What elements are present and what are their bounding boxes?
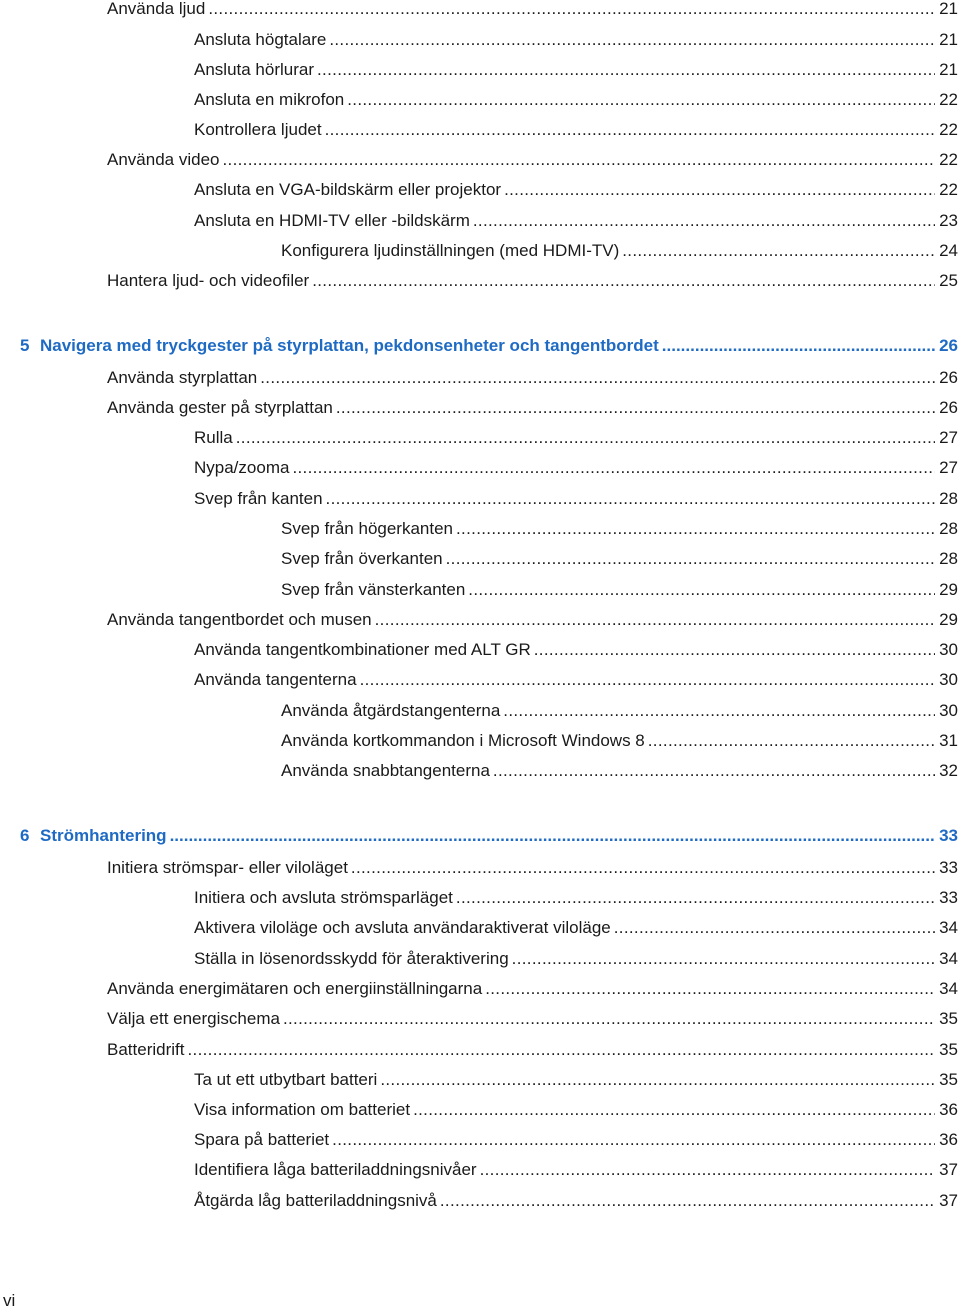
toc-entry[interactable]: [194, 209, 958, 233]
dot-leader: [480, 1158, 936, 1182]
dot-leader: [648, 729, 935, 753]
toc-entry[interactable]: [107, 269, 958, 293]
toc-entry-page: 21: [939, 30, 958, 49]
dot-leader: [222, 148, 935, 172]
toc-entry-title: Ansluta hörlurar: [194, 60, 315, 79]
toc-entry-page: 30: [939, 640, 958, 659]
toc-entry[interactable]: [107, 977, 958, 1001]
toc-entry-page: 37: [939, 1191, 958, 1210]
chapter-number: 5: [20, 336, 30, 355]
toc-entry[interactable]: [194, 1189, 958, 1213]
dot-leader: [170, 823, 936, 849]
toc-chapter-6[interactable]: [20, 823, 958, 849]
toc-entry-title: Konfigurera ljudinställningen (med HDMI-TV): [281, 241, 620, 260]
toc-entry[interactable]: [281, 578, 958, 602]
chapter-number: 6: [20, 826, 30, 845]
toc-entry-page: 36: [939, 1100, 958, 1119]
toc-entry-page: 26: [939, 368, 958, 387]
toc-entry-page: 22: [939, 120, 958, 139]
dot-leader: [283, 1007, 935, 1031]
toc-entry-page: 34: [939, 979, 958, 998]
dot-leader: [440, 1189, 935, 1213]
toc-entry-page: 35: [939, 1040, 958, 1059]
toc-entry-page: 22: [939, 150, 958, 169]
toc-entry[interactable]: [281, 759, 958, 783]
toc-entry[interactable]: [194, 88, 958, 112]
chapter-page: 33: [939, 826, 958, 845]
toc-entry-page: 28: [939, 489, 958, 508]
toc-chapter-5[interactable]: [20, 333, 958, 359]
toc-entry-title: Visa information om batteriet: [194, 1100, 411, 1119]
toc-entry[interactable]: [107, 0, 958, 21]
toc-entry-title: Använda video: [107, 150, 220, 169]
toc-entry-title: Ansluta högtalare: [194, 30, 327, 49]
toc-entry-title: Spara på batteriet: [194, 1130, 330, 1149]
toc-entry[interactable]: [194, 118, 958, 142]
dot-leader: [236, 426, 935, 450]
dot-leader: [351, 856, 935, 880]
toc-entry[interactable]: [194, 947, 958, 971]
toc-entry-title: Använda gester på styrplattan: [107, 398, 333, 417]
toc-entry-title: Svep från kanten: [194, 489, 323, 508]
toc-entry[interactable]: [194, 1128, 958, 1152]
dot-leader: [312, 269, 935, 293]
dot-leader: [292, 456, 935, 480]
toc-entry-title: Hantera ljud- och videofiler: [107, 271, 310, 290]
toc-entry-page: 24: [939, 241, 958, 260]
toc-entry-page: 30: [939, 670, 958, 689]
toc-entry-page: 27: [939, 428, 958, 447]
toc-entry[interactable]: [194, 916, 958, 940]
toc-entry-page: 22: [939, 90, 958, 109]
toc-entry-title: Svep från överkanten: [281, 549, 443, 568]
dot-leader: [456, 517, 935, 541]
toc-entry-page: 29: [939, 580, 958, 599]
toc-entry-page: 33: [939, 858, 958, 877]
dot-leader: [446, 547, 935, 571]
toc-entry-title: Ställa in lösenordsskydd för återaktivering: [194, 949, 509, 968]
chapter-title: Strömhantering: [40, 826, 167, 845]
dot-leader: [360, 668, 935, 692]
toc-entry-page: 37: [939, 1160, 958, 1179]
toc-entry-title: Ansluta en HDMI-TV eller -bildskärm: [194, 211, 470, 230]
toc-entry-title: Ansluta en mikrofon: [194, 90, 345, 109]
toc-entry[interactable]: [107, 148, 958, 172]
toc-entry[interactable]: [107, 366, 958, 390]
toc-entry[interactable]: [194, 886, 958, 910]
toc-entry-page: 30: [939, 701, 958, 720]
toc-entry[interactable]: [281, 239, 958, 263]
toc-entry[interactable]: [281, 517, 958, 541]
toc-entry-title: Välja ett energischema: [107, 1009, 280, 1028]
toc-entry-page: 33: [939, 888, 958, 907]
toc-entry[interactable]: [194, 487, 958, 511]
chapter-page: 26: [939, 336, 958, 355]
toc-entry[interactable]: [194, 668, 958, 692]
dot-leader: [512, 947, 935, 971]
toc-entry-title: Använda tangentbordet och musen: [107, 610, 372, 629]
toc-entry-page: 34: [939, 918, 958, 937]
toc-entry[interactable]: [194, 456, 958, 480]
dot-leader: [503, 699, 935, 723]
dot-leader: [614, 916, 935, 940]
toc-entry-title: Använda ljud: [107, 0, 206, 18]
dot-leader: [187, 1038, 935, 1062]
toc-entry-page: 28: [939, 549, 958, 568]
dot-leader: [332, 1128, 935, 1152]
toc-entry[interactable]: [107, 608, 958, 632]
dot-leader: [493, 759, 935, 783]
toc-entry-title: Använda energimätaren och energiinställningarna: [107, 979, 483, 998]
toc-entry-title: Ta ut ett utbytbart batteri: [194, 1070, 378, 1089]
toc-entry[interactable]: [194, 1158, 958, 1182]
toc-entry-page: 25: [939, 271, 958, 290]
dot-leader: [260, 366, 935, 390]
toc-entry-page: 35: [939, 1009, 958, 1028]
toc-entry[interactable]: [107, 396, 958, 420]
toc-entry-title: Svep från högerkanten: [281, 519, 454, 538]
dot-leader: [622, 239, 935, 263]
toc-entry-page: 21: [939, 0, 958, 18]
toc-entry-page: 31: [939, 731, 958, 750]
toc-entry[interactable]: [194, 638, 958, 662]
chapter-title: Navigera med tryckgester på styrplattan, pekdonsenheter och tangentbordet: [40, 336, 659, 355]
toc-entry-title: Initiera och avsluta strömsparläget: [194, 888, 453, 907]
toc-entry-title: Använda åtgärdstangenterna: [281, 701, 501, 720]
dot-leader: [662, 333, 935, 359]
toc-entry[interactable]: [194, 426, 958, 450]
toc-entry[interactable]: [194, 1098, 958, 1122]
toc-entry-title: Initiera strömspar- eller viloläget: [107, 858, 348, 877]
toc-entry[interactable]: [281, 547, 958, 571]
toc-entry-page: 34: [939, 949, 958, 968]
dot-leader: [473, 209, 935, 233]
toc-entry-title: Kontrollera ljudet: [194, 120, 322, 139]
dot-leader: [326, 487, 936, 511]
dot-leader: [208, 0, 935, 21]
dot-leader: [336, 396, 935, 420]
toc-entry[interactable]: [107, 856, 958, 880]
toc-entry-title: Svep från vänsterkanten: [281, 580, 466, 599]
toc-entry-title: Nypa/zooma: [194, 458, 290, 477]
dot-leader: [468, 578, 935, 602]
toc-entry-page: 26: [939, 398, 958, 417]
toc-entry-title: Ansluta en VGA-bildskärm eller projektor: [194, 180, 502, 199]
toc-entry-title: Använda tangenterna: [194, 670, 357, 689]
dot-leader: [375, 608, 935, 632]
toc-entry-page: 32: [939, 761, 958, 780]
toc-entry[interactable]: [281, 699, 958, 723]
toc-entry-title: Aktivera viloläge och avsluta användaraktiverat viloläge: [194, 918, 611, 937]
toc-entry[interactable]: [194, 178, 958, 202]
toc-entry-title: Använda styrplattan: [107, 368, 258, 387]
toc-entry-page: 23: [939, 211, 958, 230]
toc-entry-page: 36: [939, 1130, 958, 1149]
toc-entry-title: Rulla: [194, 428, 233, 447]
dot-leader: [413, 1098, 935, 1122]
toc-entry-title: Identifiera låga batteriladdningsnivåer: [194, 1160, 477, 1179]
toc-entry-page: 21: [939, 60, 958, 79]
dot-leader: [317, 58, 935, 82]
toc-entry-title: Använda tangentkombinationer med ALT GR: [194, 640, 531, 659]
toc-entry[interactable]: [107, 1007, 958, 1031]
page-number: vi: [3, 1291, 16, 1310]
toc-entry[interactable]: [194, 1068, 958, 1092]
toc-entry-title: Använda kortkommandon i Microsoft Windows 8: [281, 731, 645, 750]
dot-leader: [325, 118, 936, 142]
toc-entry[interactable]: [194, 58, 958, 82]
toc-entry-page: 22: [939, 180, 958, 199]
toc-entry-title: Batteridrift: [107, 1040, 185, 1059]
toc-entry[interactable]: [194, 28, 958, 52]
toc-entry-page: 27: [939, 458, 958, 477]
dot-leader: [485, 977, 935, 1001]
toc-entry-page: 28: [939, 519, 958, 538]
toc-entry-title: Använda snabbtangenterna: [281, 761, 490, 780]
toc-entry-page: 35: [939, 1070, 958, 1089]
dot-leader: [504, 178, 935, 202]
dot-leader: [329, 28, 935, 52]
toc-entry-title: Åtgärda låg batteriladdningsnivå: [194, 1191, 437, 1210]
dot-leader: [534, 638, 935, 662]
toc-entry-page: 29: [939, 610, 958, 629]
toc-entry[interactable]: [107, 1038, 958, 1062]
toc-entry[interactable]: [281, 729, 958, 753]
dot-leader: [380, 1068, 935, 1092]
dot-leader: [456, 886, 935, 910]
dot-leader: [347, 88, 935, 112]
